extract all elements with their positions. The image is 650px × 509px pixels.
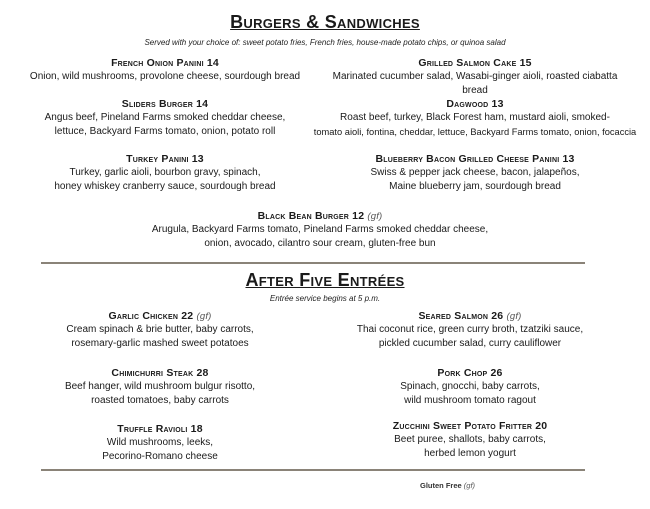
item-name: Dagwood 13: [446, 98, 504, 110]
item-desc-line: Beet puree, shallots, baby carrots,: [394, 434, 546, 445]
item-desc-line: lettuce, Backyard Farms tomato, onion, potato roll: [54, 126, 276, 137]
menu-item-sliders-burger: [15, 98, 315, 139]
item-desc-line: Swiss & pepper jack cheese, bacon, jalapeños,: [370, 167, 580, 178]
item-desc-line: Pecorino-Romano cheese: [102, 451, 218, 462]
item-desc-line: Angus beef, Pineland Farms smoked cheddar cheese,: [44, 112, 286, 123]
burgers-section-subtitle: Served with your choice of: sweet potato fries, French fries, house-made potato chips, or quinoa salad: [144, 38, 506, 47]
item-desc-line: Beef hanger, wild mushroom bulgur risotto,: [64, 381, 256, 392]
item-name: Chimichurri Steak 28: [111, 367, 209, 379]
entrees-section-subtitle: Entrée service begins at 5 p.m.: [269, 294, 381, 303]
menu-item-blueberry-bacon-grilled-cheese: [320, 153, 630, 194]
menu-item-black-bean-burger: [140, 210, 500, 251]
menu-item-truffle-ravioli: [10, 423, 310, 464]
gluten-free-legend: [420, 481, 520, 490]
item-name: Grilled Salmon Cake 15: [418, 57, 532, 69]
item-desc-line: pickled cucumber salad, curry cauliflower: [378, 338, 562, 349]
menu-item-dagwood: [310, 98, 640, 139]
item-desc-line: wild mushroom tomato ragout: [404, 395, 536, 406]
menu-item-garlic-chicken: [10, 310, 310, 351]
section-divider: [41, 262, 585, 264]
item-desc-line: rosemary-garlic mashed sweet potatoes: [71, 338, 249, 349]
item-name: Turkey Panini 13: [126, 153, 204, 165]
item-name: French Onion Panini 14: [111, 57, 219, 69]
gluten-free-tag: (gf): [506, 311, 522, 322]
entrees-section-title: After Five Entrées: [245, 270, 405, 290]
item-name: Black Bean Burger 12: [257, 210, 365, 222]
item-desc-line: roasted tomatoes, baby carrots: [91, 395, 229, 406]
item-desc-line: Cream spinach & brie butter, baby carrots,: [66, 324, 254, 335]
burgers-section-title: Burgers & Sandwiches: [230, 12, 420, 32]
legend-label: Gluten Free: [420, 481, 462, 490]
item-name: Zucchini Sweet Potato Fritter 20: [392, 420, 548, 432]
item-name: Pork Chop 26: [437, 367, 503, 379]
item-desc-line: onion, avocado, cilantro sour cream, gluten-free bun: [204, 238, 436, 249]
item-name: Truffle Ravioli 18: [117, 423, 203, 435]
legend-gf-tag: (gf): [463, 481, 476, 490]
menu-item-chimichurri-steak: [10, 367, 310, 408]
gluten-free-tag: (gf): [367, 211, 383, 222]
menu-item-turkey-panini: [15, 153, 315, 194]
item-desc-line: Onion, wild mushrooms, provolone cheese, sourdough bread: [29, 71, 301, 82]
menu-item-pork-chop: [320, 367, 620, 408]
item-desc-line: herbed lemon yogurt: [424, 448, 516, 459]
menu-item-zucchini-sweet-potato-fritter: [320, 420, 620, 461]
item-name: Blueberry Bacon Grilled Cheese Panini 13: [375, 153, 575, 165]
item-desc-line: honey whiskey cranberry sauce, sourdough bread: [54, 181, 276, 192]
menu-item-seared-salmon: [320, 310, 620, 351]
item-desc-line: Maine blueberry jam, sourdough bread: [389, 181, 561, 192]
menu-item-french-onion-panini: [15, 57, 315, 84]
item-desc-line: Thai coconut rice, green curry broth, tzatziki sauce,: [356, 324, 584, 335]
item-desc-line: tomato aioli, fontina, cheddar, lettuce, Backyard Farms tomato, onion, focaccia: [313, 127, 637, 137]
item-name: Garlic Chicken 22: [108, 310, 194, 322]
menu-item-grilled-salmon-cake: [320, 57, 630, 98]
item-desc-line: Turkey, garlic aioli, bourbon gravy, spinach,: [69, 167, 261, 178]
item-name-row: [140, 210, 500, 223]
item-desc-line: Arugula, Backyard Farms tomato, Pineland Farms smoked cheddar cheese,: [151, 224, 489, 235]
item-name: Seared Salmon 26: [418, 310, 504, 322]
item-name-row: [10, 310, 310, 323]
item-desc-line: Spinach, gnocchi, baby carrots,: [400, 381, 540, 392]
item-desc-line: Wild mushrooms, leeks,: [106, 437, 214, 448]
item-name-row: [320, 310, 620, 323]
item-name: Sliders Burger 14: [121, 98, 209, 110]
bottom-divider: [41, 469, 585, 471]
item-desc-line: Marinated cucumber salad, Wasabi-ginger aioli, roasted ciabatta bread: [332, 71, 618, 96]
item-desc-line: Roast beef, turkey, Black Forest ham, mustard aioli, smoked-: [340, 112, 610, 123]
gluten-free-tag: (gf): [196, 311, 212, 322]
